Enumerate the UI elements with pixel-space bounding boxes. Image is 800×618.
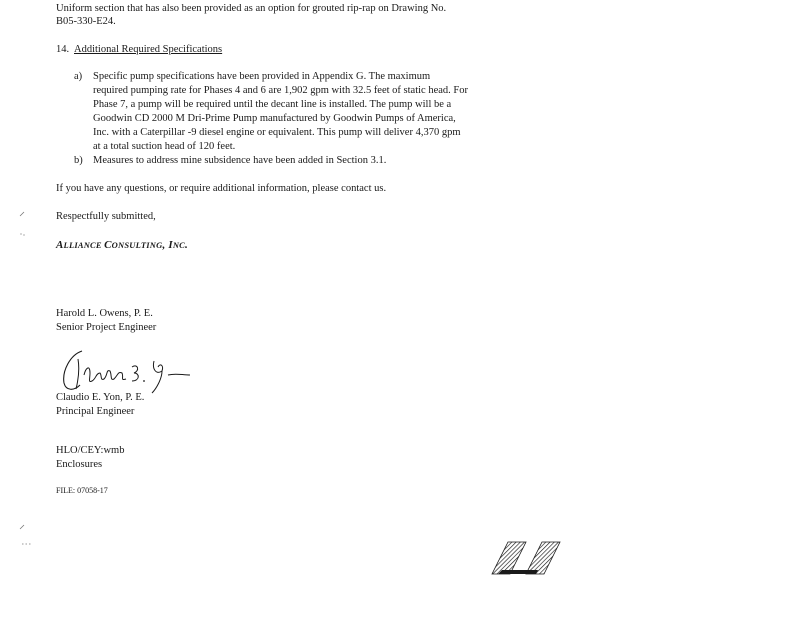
enclosures-label: Enclosures [56,459,103,470]
item-b-text: Measures to address mine subsidence have been added in Section 3.1. [93,155,387,166]
item-a-line-3: Phase 7, a pump will be required until the decant line is installed. The pump will be a [93,99,452,110]
signer-2-title: Principal Engineer [56,406,135,417]
item-a-marker: a) [74,71,83,82]
handwritten-signature [56,345,196,397]
intro-line-2: B05-330-E24. [56,16,116,27]
scan-speck [18,210,30,240]
section-title: Additional Required Specifications [74,44,223,55]
item-a-line-1: Specific pump specifications have been provided in Appendix G. The maximum [93,71,431,82]
intro-line-1: Uniform section that has also been provided as an option for grouted rip-rap on Drawing No. [56,3,447,14]
company-logo [490,538,562,578]
initials: HLO/CEY:wmb [56,445,125,456]
signer-1-name: Harold L. Owens, P. E. [56,308,153,319]
signer-1-title: Senior Project Engineer [56,322,157,333]
closing-question: If you have any questions, or require additional information, please contact us. [56,183,387,194]
section-number: 14. [56,44,70,55]
signer-2-name: Claudio E. Yon, P. E. [56,392,145,403]
item-a-line-2: required pumping rate for Phases 4 and 6 are 1,902 gpm with 32.5 feet of static head. For [93,85,468,96]
company-name: ALLIANCE CONSULTING, INC. [56,239,188,251]
item-a-line-6: at a total suction head of 120 feet. [93,141,236,152]
file-reference: FILE: 07058-17 [56,486,108,495]
item-a-line-4: Goodwin CD 2000 M Dri-Prime Pump manufactured by Goodwin Pumps of America, [93,113,456,124]
item-b-marker: b) [74,155,83,166]
scan-speck [18,523,38,547]
item-a-line-5: Inc. with a Caterpillar -9 diesel engine or equivalent. This pump will deliver 4,370 gpm [93,127,461,138]
sign-off: Respectfully submitted, [56,211,156,222]
